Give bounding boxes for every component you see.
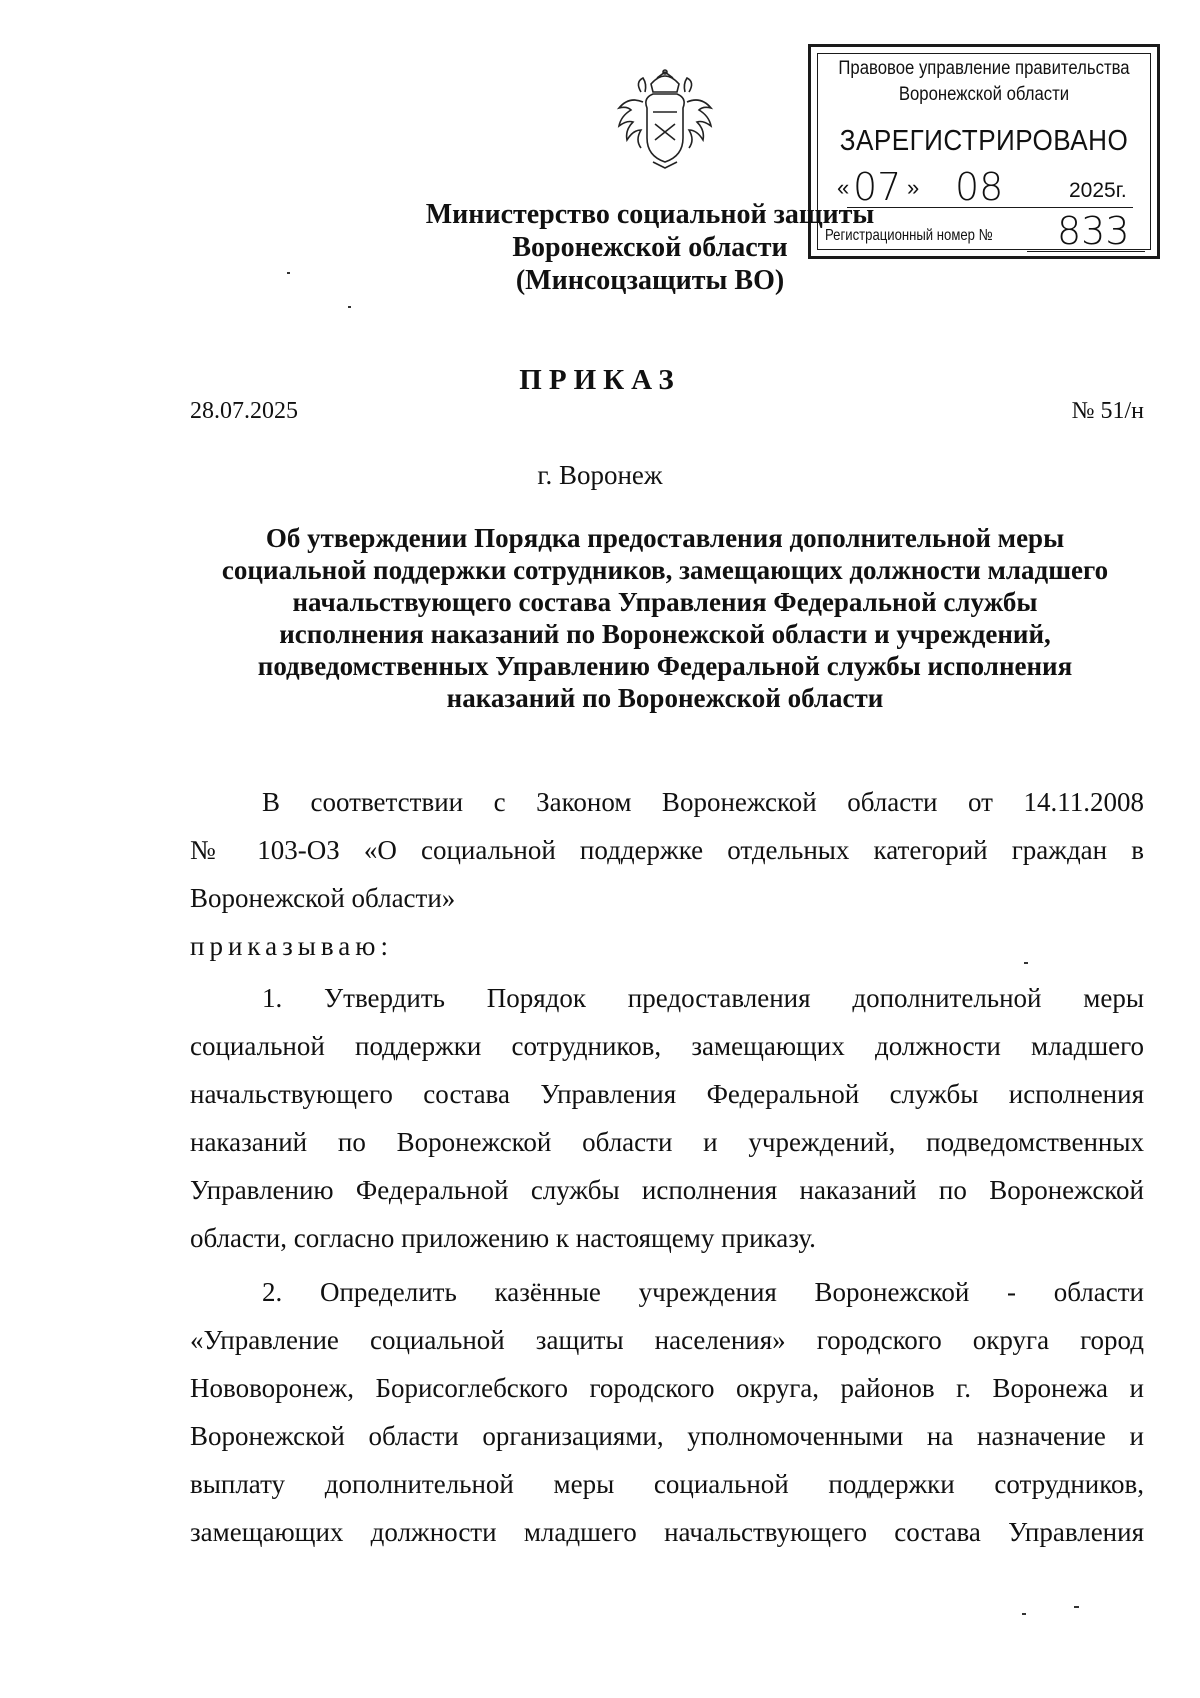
stamp-date: « 07 » 08 2025г.	[837, 165, 1137, 209]
body-line: наказаний по Воронежской области и учреждений, подведомственных	[190, 1127, 1144, 1157]
order-date: 28.07.2025	[190, 398, 298, 424]
body-line: 1. Утвердить Порядок предоставления дополнительной меры	[262, 983, 1144, 1013]
subject-line: наказаний по Воронежской области	[446, 683, 884, 713]
stamp-month: 08	[955, 165, 1004, 209]
stamp-reg-number: 833	[1057, 209, 1130, 253]
ministry-line-2: Воронежской области	[512, 232, 788, 263]
body-line: Управлению Федеральной службы исполнения наказаний по Воронежской	[190, 1175, 1144, 1205]
body-line: области, согласно приложению к настоящему приказу.	[190, 1223, 816, 1253]
subject-line: начальствующего состава Управления Федеральной службы	[292, 587, 1038, 617]
body-line: 2. Определить казённые учреждения Воронежской - области	[262, 1277, 1144, 1307]
body-line: выплату дополнительной меры социальной поддержки сотрудников,	[190, 1469, 1144, 1499]
ministry-header	[380, 198, 920, 297]
subject-line: подведомственных Управлению Федеральной службы исполнения	[257, 651, 1073, 681]
body-line: № 103-ОЗ «О социальной поддержке отдельных категорий граждан в	[190, 835, 1144, 865]
stamp-org-line-2: Воронежской области	[898, 84, 1070, 105]
stamp-reg-underline	[1027, 251, 1145, 252]
stamp-reg-label: Регистрационный номер №	[825, 227, 993, 244]
subject-line: Об утверждении Порядка предоставления дополнительной меры	[265, 523, 1065, 553]
order-title: ПРИКАЗ	[519, 364, 681, 396]
body-line: «Управление социальной защиты населения» городского округа город	[190, 1325, 1144, 1355]
body-line: Нововоронеж, Борисоглебского городского округа, районов г. Воронежа и	[190, 1373, 1144, 1403]
ministry-line-3: (Минсоцзащиты ВО)	[515, 265, 785, 296]
subject-line: социальной поддержки сотрудников, замещающих должности младшего	[221, 555, 1109, 585]
body-line: социальной поддержки сотрудников, замещающих должности младшего	[190, 1031, 1144, 1061]
body-line: начальствующего состава Управления Федеральной службы исполнения	[190, 1079, 1144, 1109]
order-subject	[190, 522, 1140, 714]
body-line: замещающих должности младшего начальствующего состава Управления	[190, 1517, 1144, 1547]
stamp-day: 07	[853, 165, 902, 209]
body-line: Воронежской области»	[190, 883, 456, 913]
body-line: В соответствии с Законом Воронежской области от 14.11.2008	[262, 787, 1144, 817]
ministry-line-1: Министерство социальной защиты	[425, 199, 875, 230]
coat-of-arms-icon	[613, 68, 717, 170]
order-number: № 51/н	[1071, 398, 1144, 424]
subject-line: исполнения наказаний по Воронежской области и учреждений,	[279, 619, 1051, 649]
stamp-year: 2025г.	[1069, 179, 1127, 202]
order-directive: приказываю:	[190, 931, 393, 961]
stamp-status: ЗАРЕГИСТРИРОВАНО	[839, 125, 1129, 157]
body-line: Воронежской области организациями, уполномоченными на назначение и	[190, 1421, 1144, 1451]
order-city: г. Воронеж	[537, 460, 663, 490]
stamp-org-line-1: Правовое управление правительства	[838, 58, 1130, 79]
